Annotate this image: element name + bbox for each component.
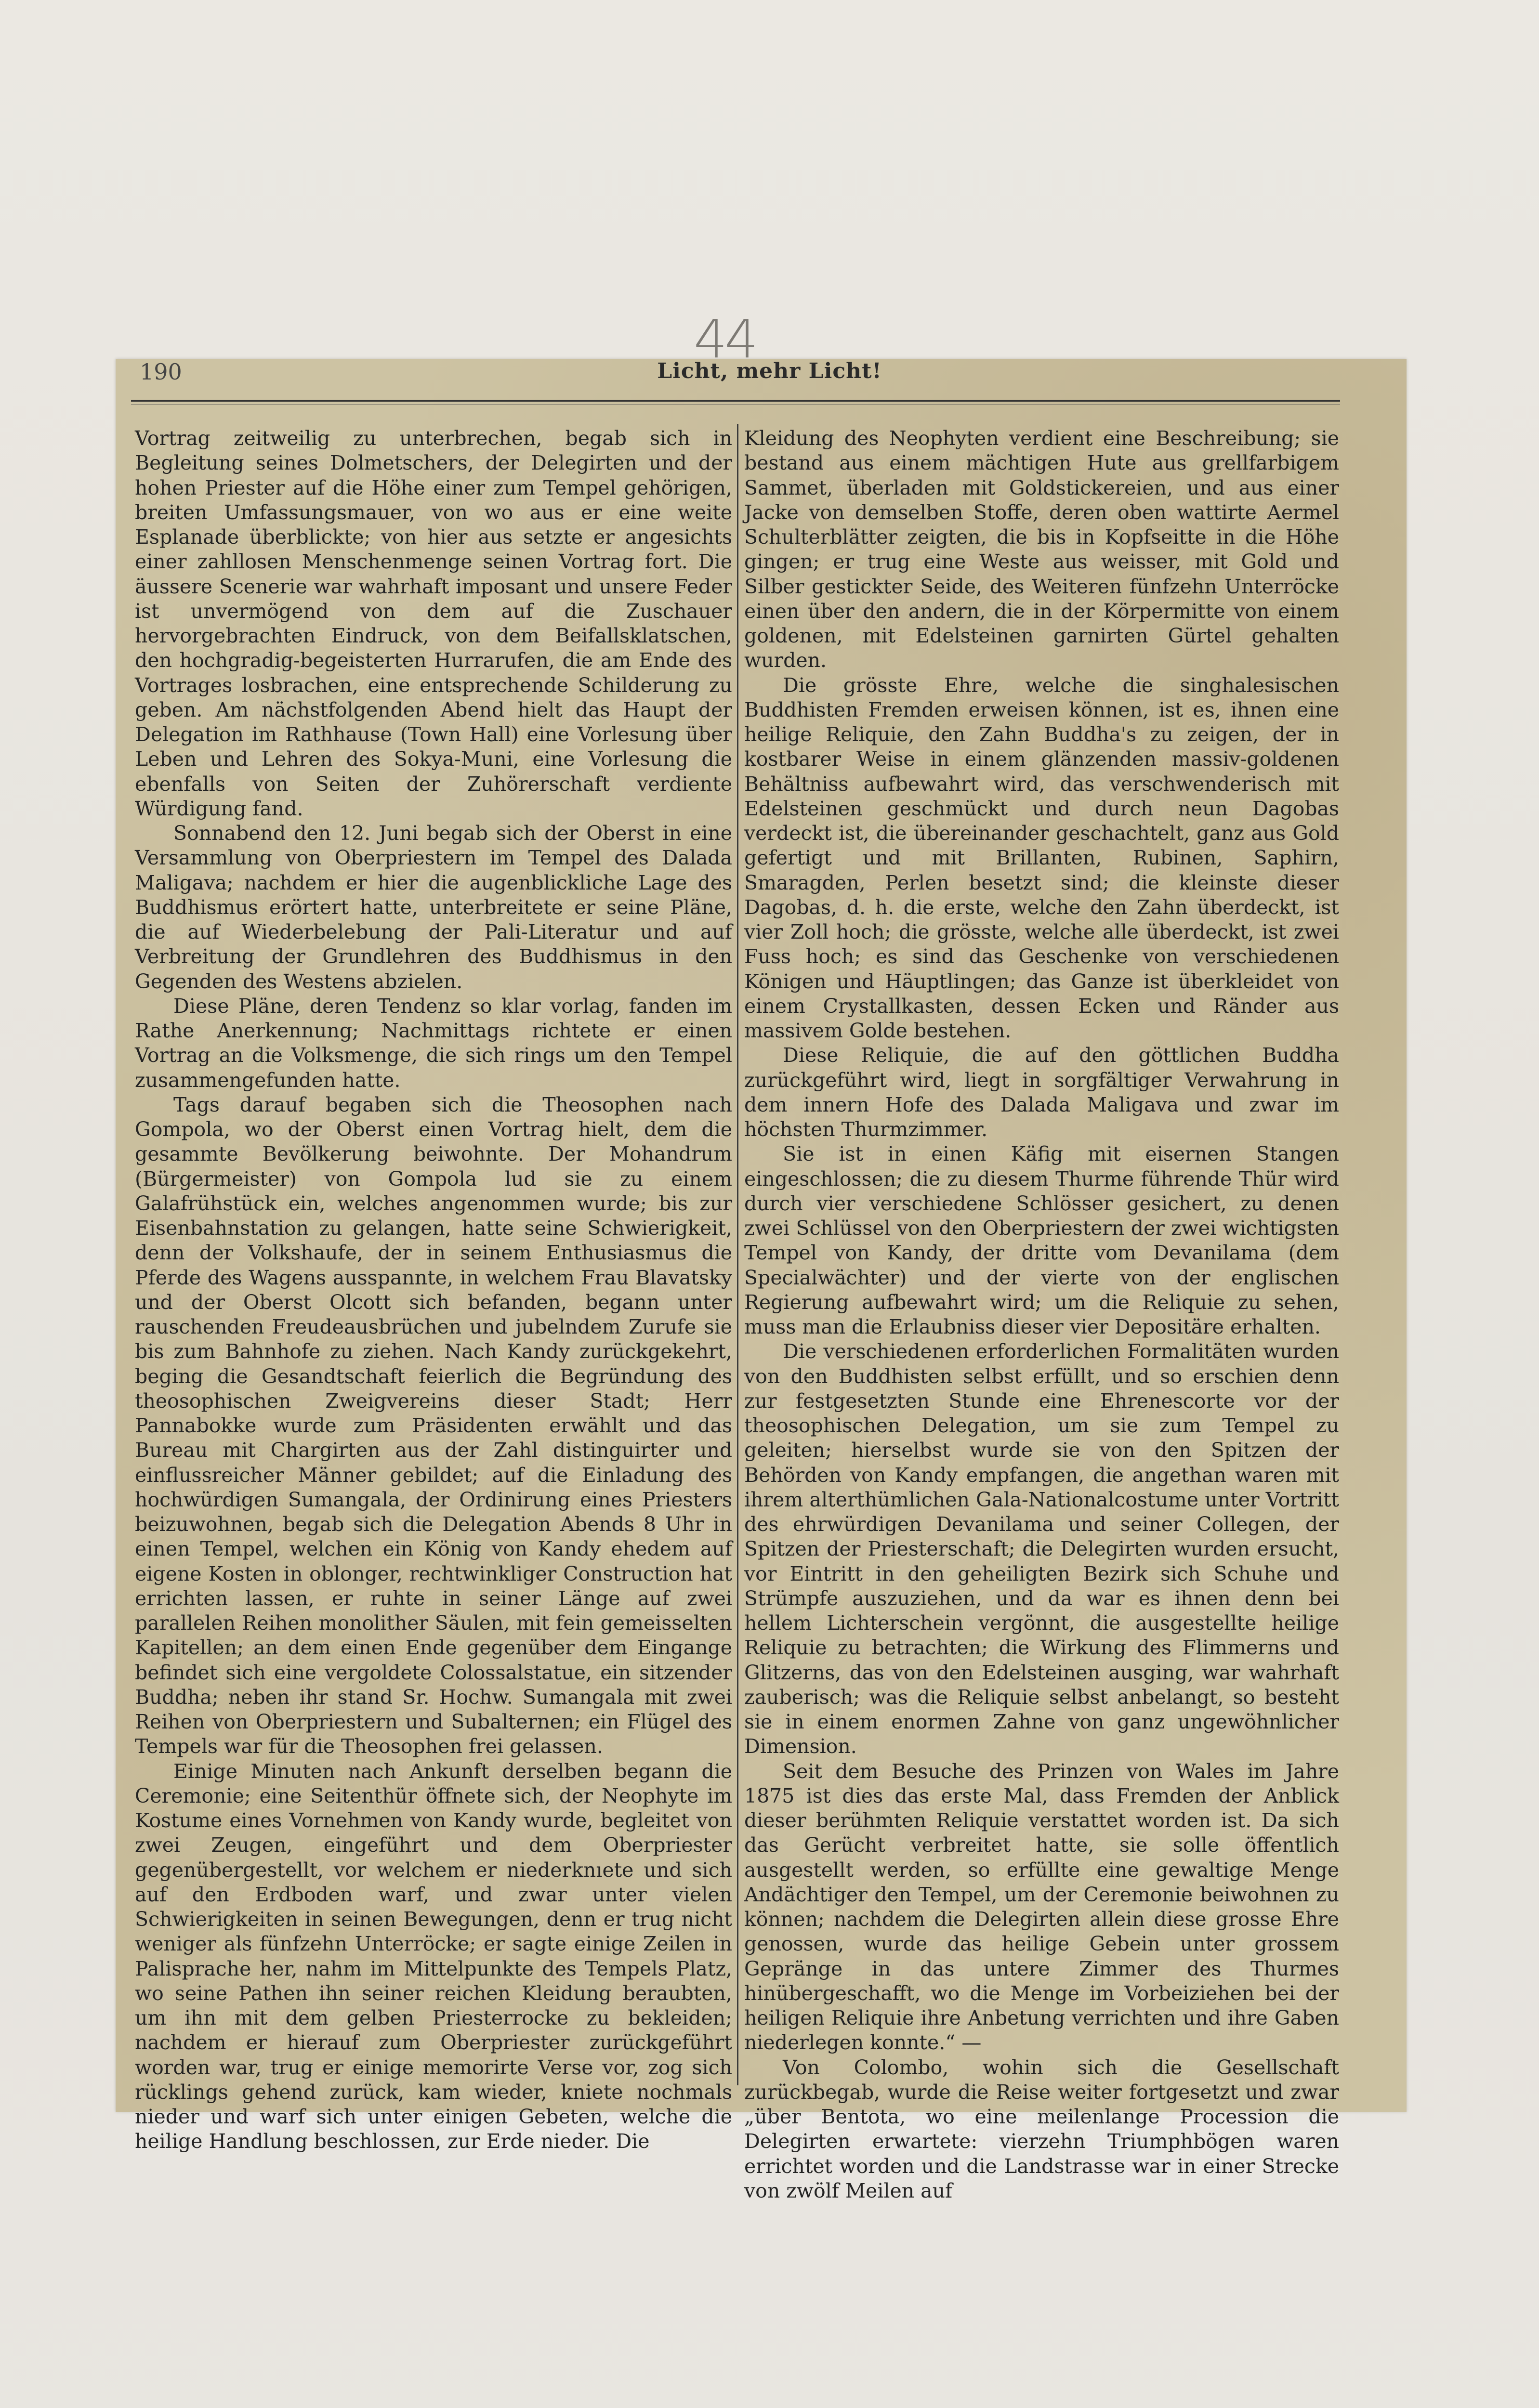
paragraph: Von Colombo, wohin sich die Gesellschaft zurückbegab, wurde die Reise weiter fortgesetzt und zwar „über Bentota, wo eine meilenlange Procession die Delegirten erwartete: vierzehn Triumphbögen waren errichtet worden und die Landstrasse war in einer Strecke von zwölf Meilen auf: [744, 2055, 1339, 2202]
paragraph: Sie ist in einen Käfig mit eisernen Stangen eingeschlossen; die zu diesem Thurme führende Thür wird durch vier verschiedene Schlösser gesichert, zu denen zwei Schlüssel von den Oberpriestern der zwei wichtigsten Tempel von Kandy, der dritte vom Devanilama (dem Specialwächter) und der vierte von der englischen Regierung aufbewahrt wird; um die Reliquie zu sehen, muss man die Erlaubniss dieser vier Depositäre erhalten.: [744, 1142, 1339, 1338]
paragraph: Sonnabend den 12. Juni begab sich der Oberst in eine Versammlung von Oberpriestern im Tempel des Dalada Maligava; nachdem er hier die augenblickliche Lage des Buddhismus erörtert hatte, unterbreitete er seine Pläne, die auf Wiederbelebung der Pali-Literatur und auf Verbreitung der Grundlehren des Buddhismus in den Gegenden des Westens abzielen.: [135, 822, 732, 993]
right-column: [744, 426, 1339, 2203]
paragraph: Tags darauf begaben sich die Theosophen nach Gompola, wo der Oberst einen Vortrag hielt, dem die gesammte Bevölkerung beiwohnte. Der Mohandrum (Bürgermeister) von Gompola lud sie zu einem Galafrühstück ein, welches angenommen wurde; bis zur Eisenbahnstation zu gelangen, hatte seine Schwierigkeit, denn der Volkshaufe, der in seinem Enthusiasmus die Pferde des Wagens ausspannte, in welchem Frau Blavatsky und der Oberst Olcott sich befanden, begann unter rauschenden Freudeausbrüchen und jubelndem Zurufe sie bis zum Bahnhofe zu ziehen. Nach Kandy zurückgekehrt, beging die Gesandtschaft feierlich die Begründung des theosophischen Zweigvereins dieser Stadt; Herr Pannabokke wurde zum Präsidenten erwählt und das Bureau mit Chargirten aus der Zahl distinguirter und einflussreicher Männer gebildet; auf die Einladung des hochwürdigen Sumangala, der Ordinirung eines Priesters beizuwohnen, begab sich die Delegation Abends 8 Uhr in einen Tempel, welchen ein König von Kandy ehedem auf eigene Kosten in oblonger, rechtwinkliger Construction hat errichten lassen, er ruhte in seiner Länge auf zwei parallelen Reihen monolither Säulen, mit fein gemeisselten Kapitellen; an dem einen Ende gegenüber dem Eingange befindet sich eine vergoldete Colossalstatue, ein sitzender Buddha; neben ihr stand Sr. Hochw. Sumangala mit zwei Reihen von Oberpriestern und Subalternen; ein Flügel des Tempels war für die Theosophen frei gelassen.: [135, 1093, 732, 1758]
paragraph: Vortrag zeitweilig zu unterbrechen, begab sich in Begleitung seines Dolmetschers, der Delegirten und der hohen Priester auf die Höhe einer zum Tempel gehörigen, breiten Umfassungsmauer, von wo aus er eine weite Esplanade überblickte; von hier aus setzte er angesichts einer zahllosen Menschenmenge seinen Vortrag fort. Die äussere Scenerie war wahrhaft imposant und unsere Feder ist unvermögend von dem auf die Zuschauer hervorgebrachten Eindruck, von dem Beifallsklatschen, den hochgradig-begeisterten Hurrarufen, die am Ende des Vortrages losbrachen, eine entsprechende Schilderung zu geben. Am nächstfolgenden Abend hielt das Haupt der Delegation im Rathhause (Town Hall) eine Vorlesung über Leben und Lehren des Sokya-Muni, eine Vorlesung die ebenfalls von Seiten der Zuhörerschaft verdiente Würdigung fand.: [135, 427, 732, 820]
paragraph: Diese Reliquie, die auf den göttlichen Buddha zurückgeführt wird, liegt in sorgfältiger Verwahrung in dem innern Hofe des Dalada Maligava und zwar im höchsten Thurmzimmer.: [744, 1044, 1339, 1141]
page-number: 190: [140, 359, 182, 385]
header-rule: [131, 400, 1340, 402]
paragraph: Einige Minuten nach Ankunft derselben begann die Ceremonie; eine Seitenthür öffnete sich, der Neophyte im Kostume eines Vornehmen von Kandy wurde, begleitet von zwei Zeugen, eingeführt und dem Oberpriester gegenübergestellt, vor welchem er niederknıete und sich auf den Erdboden warf, und zwar unter vielen Schwierigkeiten in seinen Bewegungen, denn er trug nicht weniger als fünfzehn Unterröcke; er sagte einige Zeilen in Palisprache her, nahm im Mittelpunkte des Tempels Platz, wo seine Pathen ihn seiner reichen Kleidung beraubten, um ihn mit dem gelben Priesterrocke zu bekleiden; nachdem er hierauf zum Oberpriester zurückgeführt worden war, trug er einige memorirte Verse vor, zog sich rücklings gehend zurück, kam wieder, kniete nochmals nieder und warf sich unter einigen Gebeten, welche die heilige Handlung beschlossen, zur Erde nieder. Die: [135, 1759, 732, 2153]
paragraph: Die grösste Ehre, welche die singhalesischen Buddhisten Fremden erweisen können, ist es, ihnen eine heilige Reliquie, den Zahn Buddha's zu zeigen, der in kostbarer Weise in einem glänzenden massiv-goldenen Behältniss aufbewahrt wird, das verschwenderisch mit Edelsteinen geschmückt und durch neun Dagobas verdeckt ist, die übereinander geschachtelt, ganz aus Gold gefertigt und mit Brillanten, Rubinen, Saphirn, Smaragden, Perlen besetzt sind; die kleinste dieser Dagobas, d. h. die erste, welche den Zahn überdeckt, ist vier Zoll hoch; die grösste, welche alle überdeckt, ist zwei Fuss hoch; es sind das Geschenke von verschiedenen Königen und Häuptlingen; das Ganze ist überkleidet von einem Crystallkasten, dessen Ecken und Ränder aus massivem Golde bestehen.: [744, 673, 1339, 1042]
paragraph: Seit dem Besuche des Prinzen von Wales im Jahre 1875 ist dies das erste Mal, dass Fremden der Anblick dieser berühmten Reliquie verstattet worden ist. Da sich das Gerücht verbreitet hatte, sie solle öffentlich ausgestellt werden, so erfüllte eine gewaltige Menge Andächtiger den Tempel, um der Ceremonie beiwohnen zu können; nachdem die Delegirten allein diese grosse Ehre genossen, wurde das heilige Gebein unter grossem Gepränge in das untere Zimmer des Thurmes hinübergeschafft, wo die Menge im Vorbeiziehen bei der heiligen Reliquie ihre Anbetung verrichten und ihre Gaben niederlegen konnte.“ —: [744, 1759, 1339, 2055]
paragraph: Kleidung des Neophyten verdient eine Beschreibung; sie bestand aus einem mächtigen Hute aus grellfarbigem Sammet, überladen mit Goldstickereien, und aus einer Jacke von demselben Stoffe, deren oben wattirte Aermel Schulterblätter zeigten, die bis in Kopfseitte in die Höhe gingen; er trug eine Weste aus weisser, mit Gold und Silber gestickter Seide, des Weiteren fünfzehn Unterröcke einen über den andern, die in der Körpermitte von einem goldenen, mit Edelsteinen garnirten Gürtel gehalten wurden.: [744, 427, 1339, 672]
column-divider: [737, 424, 738, 2085]
running-title: Licht, mehr Licht!: [657, 359, 882, 383]
paragraph: Die verschiedenen erforderlichen Formalitäten wurden von den Buddhisten selbst erfüllt, und so erschien denn zur festgesetzten Stunde eine Ehrenescorte vor der theosophischen Delegation, um sie zum Tempel zu geleiten; hierselbst wurde sie von den Spitzen der Behörden von Kandy empfangen, die angethan waren mit ihrem alterthümlichen Gala-Nationalcostume unter Vortritt des ehrwürdigen Devanilama und seiner Collegen, der Spitzen der Priesterschaft; die Delegirten wurden ersucht, vor Eintritt in den geheiligten Bezirk sich Schuhe und Strümpfe auszuziehen, und da war es ihnen denn bei hellem Lichterschein vergönnt, die ausgestellte heilige Reliquie zu betrachten; die Wirkung des Flimmerns und Glitzerns, das von den Edelsteinen ausging, war wahrhaft zauberisch; was die Reliquie selbst anbelangt, so besteht sie in einem enormen Zahne von ganz ungewöhnlicher Dimension.: [744, 1340, 1339, 1758]
left-column: [135, 426, 732, 2154]
handwritten-number: 44: [694, 308, 755, 370]
paragraph: Diese Pläne, deren Tendenz so klar vorlag, fanden im Rathe Anerkennung; Nachmittags richtete er einen Vortrag an die Volksmenge, die sich rings um den Tempel zusammengefunden hatte.: [135, 994, 732, 1092]
